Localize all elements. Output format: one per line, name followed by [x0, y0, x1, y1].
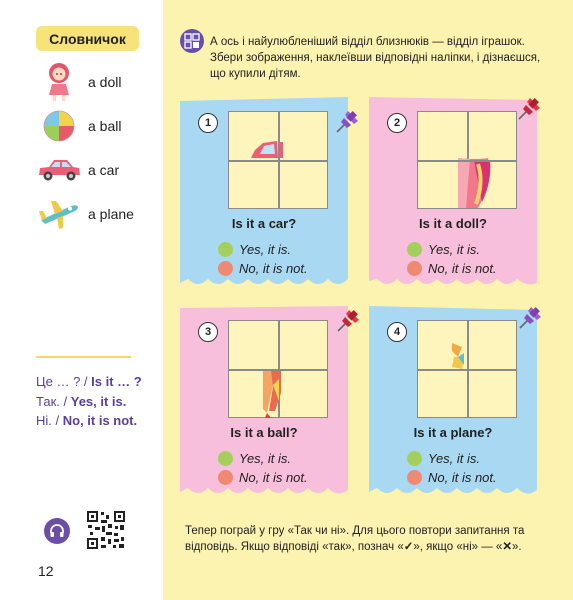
car-icon	[36, 150, 82, 190]
card-number: 4	[387, 322, 407, 342]
car-fragment	[229, 112, 329, 210]
vocabulary-word: a doll	[88, 74, 122, 90]
phrase-question: Це … ? / Is it … ?	[36, 374, 142, 389]
vocabulary-item-plane	[36, 194, 161, 234]
vocabulary-item-ball	[36, 106, 161, 146]
headphones-icon[interactable]	[44, 518, 70, 544]
game-instructions: Тепер пограй у гру «Так чи ні». Для цього повтори запитання та відповідь. Якщо відповіді «так», познач «✓», якщо «ні» — «✕».	[185, 525, 525, 553]
vocabulary-item-car	[36, 150, 161, 190]
phrase-no: Ні. / No, it is not.	[36, 413, 138, 428]
sticker-grid[interactable]	[417, 111, 517, 209]
sticker-grid[interactable]	[228, 320, 328, 418]
card-question: Is it a doll?	[419, 216, 487, 231]
divider	[36, 356, 131, 358]
card-number: 1	[198, 113, 218, 133]
vocabulary-word: a plane	[88, 206, 134, 222]
yes-dot[interactable]	[407, 242, 422, 257]
push-pin-icon	[334, 305, 364, 335]
plane-fragment	[418, 321, 518, 419]
vocabulary-word: a ball	[88, 118, 122, 134]
page-number: 12	[38, 563, 54, 579]
no-dot[interactable]	[218, 470, 233, 485]
push-pin-icon	[516, 302, 546, 332]
phrase-yes: Так. / Yes, it is.	[36, 394, 127, 409]
answer-no[interactable]: No, it is not.	[218, 468, 308, 486]
sticker-card-4	[369, 306, 537, 498]
answer-no[interactable]: No, it is not.	[407, 468, 497, 486]
check-mark-icon: ✓	[403, 541, 414, 553]
yes-dot[interactable]	[407, 451, 422, 466]
answer-no[interactable]: No, it is not.	[407, 259, 497, 277]
cross-mark-icon: ✕	[502, 541, 512, 553]
card-number: 3	[198, 322, 218, 342]
sticker-card-1	[180, 97, 348, 289]
vocabulary-word: a car	[88, 162, 120, 178]
no-dot[interactable]	[407, 261, 422, 276]
card-question: Is it a car?	[231, 216, 297, 231]
plane-icon	[36, 194, 82, 234]
stickers-task-icon	[180, 29, 204, 53]
sticker-grid[interactable]	[417, 320, 517, 418]
answer-yes[interactable]: Yes, it is.	[407, 240, 480, 258]
qr-code-icon[interactable]	[86, 510, 126, 550]
doll-fragment	[418, 112, 518, 210]
no-dot[interactable]	[218, 261, 233, 276]
yes-dot[interactable]	[218, 242, 233, 257]
ball-icon	[36, 106, 82, 146]
push-pin-icon	[515, 93, 545, 123]
answer-yes[interactable]: Yes, it is.	[218, 449, 291, 467]
card-number: 2	[387, 113, 407, 133]
push-pin-icon	[333, 106, 363, 136]
exercise-area	[163, 0, 573, 600]
no-dot[interactable]	[407, 470, 422, 485]
doll-icon	[36, 62, 82, 102]
vocabulary-title: Словничок	[36, 26, 139, 51]
sticker-card-3	[180, 306, 348, 498]
card-question: Is it a ball?	[230, 425, 298, 440]
sticker-grid[interactable]	[228, 111, 328, 209]
sticker-card-2	[369, 97, 537, 289]
ball-fragment	[229, 321, 329, 419]
vocabulary-item-doll	[36, 62, 161, 102]
task-instructions: А ось і найулюбленіший відділ близнюків — відділ іграшок. Збери зображення, наклеївши відповідні наліпки, і дізнаєшся, що купили дітям.	[210, 36, 541, 80]
card-question: Is it a plane?	[413, 425, 493, 440]
answer-no[interactable]: No, it is not.	[218, 259, 308, 277]
answer-yes[interactable]: Yes, it is.	[407, 449, 480, 467]
answer-yes[interactable]: Yes, it is.	[218, 240, 291, 258]
vocabulary-column	[0, 0, 163, 600]
yes-dot[interactable]	[218, 451, 233, 466]
